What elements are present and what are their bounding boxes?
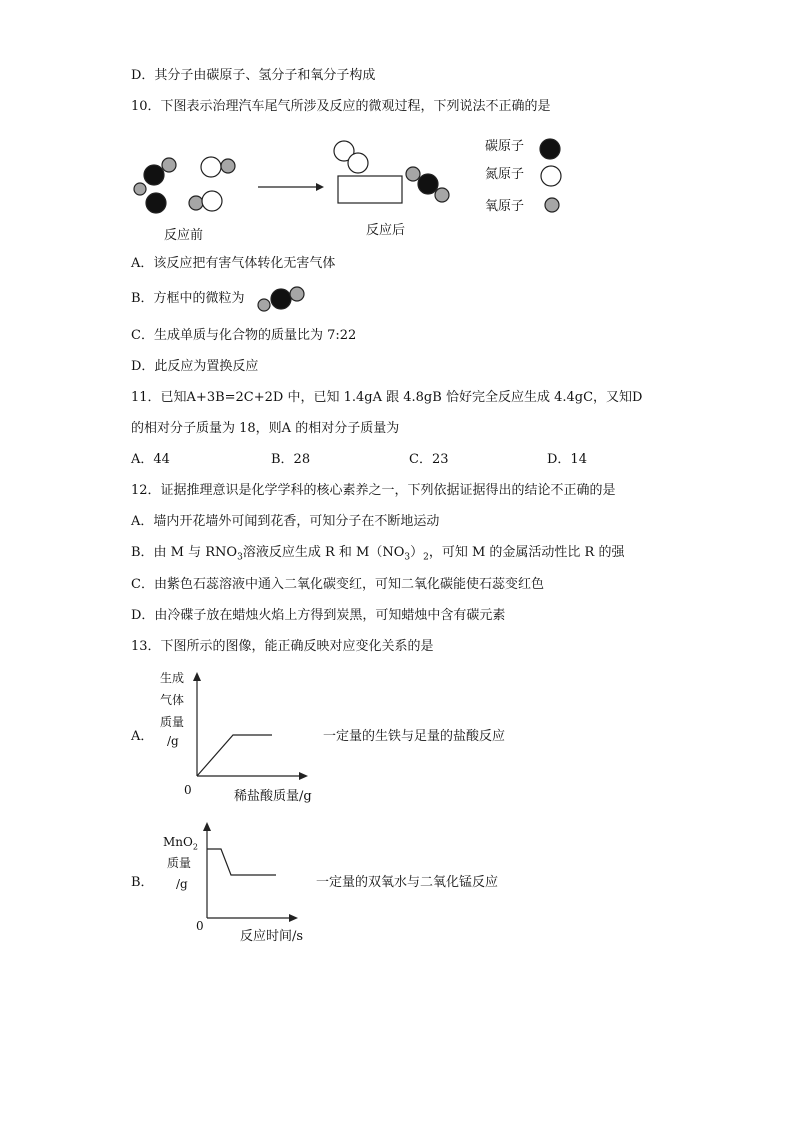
q12-option-c: C．由紫色石蕊溶液中通入二氧化碳变红，可知二氧化碳能使石蕊变红色	[131, 577, 544, 592]
graph-b-curve	[207, 849, 276, 875]
blank-box	[338, 176, 402, 203]
graph-b-origin: 0	[196, 919, 204, 933]
q13-stem: 13．下图所示的图像，能正确反映对应变化关系的是	[131, 639, 434, 654]
reaction-arrow	[258, 183, 324, 191]
q10-stem: 10．下图表示治理汽车尾气所涉及反应的微观过程，下列说法不正确的是	[131, 99, 551, 114]
graph-a-ylabel-4: /g	[167, 734, 179, 748]
q11-stem-line2: 的相对分子质量为 18，则A 的相对分子质量为	[131, 421, 400, 436]
co2-molecule	[406, 167, 449, 202]
legend-carbon-label: 碳原子	[485, 139, 525, 154]
graph-b-option: B．	[131, 875, 154, 890]
legend-nitrogen-label: 氮原子	[485, 167, 525, 182]
no-molecule-1	[201, 157, 235, 177]
q12-option-d: D．由冷碟子放在蜡烛火焰上方得到炭黑，可知蜡烛中含有碳元素	[131, 608, 506, 623]
q11-option-c: C．23	[409, 452, 449, 467]
graph-b-ylabel-2: 质量	[167, 856, 192, 870]
before-label: 反应前	[164, 228, 204, 243]
legend-nitrogen-atom	[541, 166, 561, 186]
graph-a-description: 一定量的生铁与足量的盐酸反应	[323, 729, 506, 744]
q11-stem-line1: 11．已知A+3B=2C+2D 中，已知 1.4gA 跟 4.8gB 恰好完全反应生成 4.4gC，又知D	[131, 390, 643, 405]
graph-a-curve	[197, 735, 272, 776]
graph-a-x-arrow	[299, 772, 308, 780]
graph-a-origin: 0	[184, 783, 192, 797]
graph-a-plot	[190, 672, 320, 782]
graph-b-xlabel: 反应时间/s	[240, 929, 304, 944]
no-molecule-2	[189, 191, 222, 211]
graph-a-xlabel: 稀盐酸质量/g	[234, 789, 312, 804]
legend-oxygen-atom	[545, 198, 559, 212]
graph-b-ylabel-1: MnO$_2$	[163, 835, 198, 852]
graph-b-plot	[200, 822, 310, 922]
q10-option-a: A．该反应把有害气体转化无害气体	[131, 256, 336, 271]
graph-a-ylabel-3: 质量	[160, 715, 185, 729]
after-label: 反应后	[366, 223, 406, 238]
q10-reaction-diagram	[0, 130, 794, 270]
graph-a-ylabel-2: 气体	[160, 693, 185, 707]
graph-a-ylabel-1: 生成	[160, 671, 185, 685]
q12-option-a: A．墙内开花墙外可闻到花香，可知分子在不断地运动	[131, 514, 440, 529]
q11-option-d: D．14	[547, 452, 587, 467]
q9-option-d: D．其分子由碳原子、氢分子和氧分子构成	[131, 68, 376, 83]
q10-option-d: D．此反应为置换反应	[131, 359, 259, 374]
graph-b-ylabel-3: /g	[176, 877, 188, 891]
n2-molecule	[334, 141, 368, 173]
graph-a-option: A．	[131, 729, 154, 744]
legend-oxygen-label: 氧原子	[485, 199, 525, 214]
legend-carbon-atom	[540, 139, 560, 159]
graph-b-x-arrow	[289, 914, 298, 922]
co-molecule-2	[146, 193, 166, 213]
q11-option-a: A．44	[131, 452, 170, 467]
q10-option-b-molecule	[256, 284, 316, 314]
graph-a-y-arrow	[193, 672, 201, 681]
graph-b-y-arrow	[203, 822, 211, 831]
co-molecule-1	[134, 158, 176, 195]
q12-option-b: B．由 M 与 $RNO_3$溶液反应生成 R 和 $M(NO_3)_2$，可知 M 的金属活动性比 R 的强	[131, 545, 625, 563]
q10-option-b: B．方框中的微粒为	[131, 291, 245, 306]
q10-option-c: C．生成单质与化合物的质量比为 7:22	[131, 328, 357, 343]
q11-option-b: B．28	[271, 452, 311, 467]
graph-b-description: 一定量的双氧水与二氧化锰反应	[316, 875, 499, 890]
q12-stem: 12．证据推理意识是化学学科的核心素养之一，下列依据证据得出的结论不正确的是	[131, 483, 616, 498]
